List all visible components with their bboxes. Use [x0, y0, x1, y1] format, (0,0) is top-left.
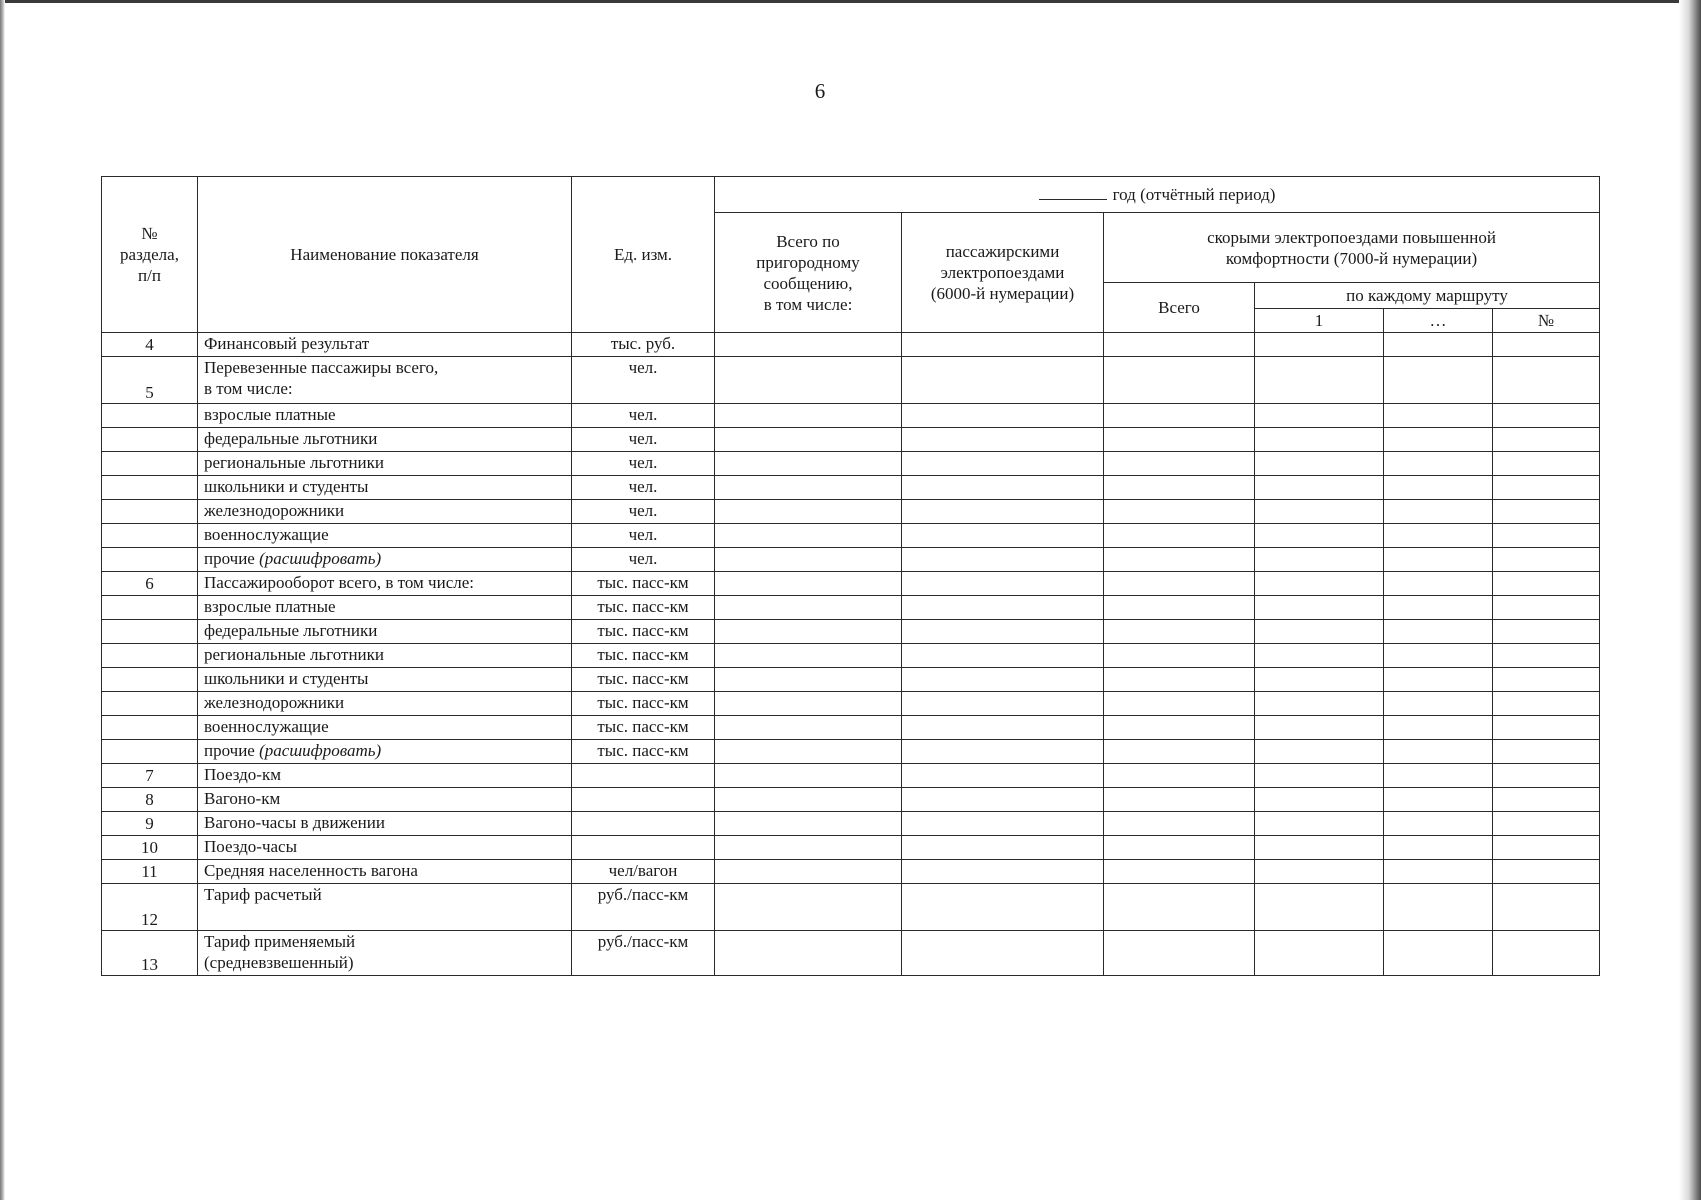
row-indicator-name-line: Тариф расчетый: [204, 885, 322, 904]
table-row: [102, 476, 1600, 500]
cell-passenger[interactable]: [902, 404, 1104, 428]
cell-route-ellipsis[interactable]: [1384, 500, 1493, 524]
scan-edge-top: [0, 0, 1701, 3]
cell-route-last[interactable]: [1493, 357, 1600, 404]
cell-route-last[interactable]: [1493, 596, 1600, 620]
row-indicator-name-line: школьники и студенты: [204, 477, 369, 496]
row-indicator-name-line: региональные льготники: [204, 453, 385, 472]
cell-route-ellipsis[interactable]: [1384, 476, 1493, 500]
cell-total[interactable]: [715, 548, 902, 572]
cell-total[interactable]: [715, 740, 902, 764]
cell-route-last[interactable]: [1493, 452, 1600, 476]
cell-route-ellipsis[interactable]: [1384, 596, 1493, 620]
row-indicator-name-line: школьники и студенты: [204, 669, 369, 688]
cell-total[interactable]: [715, 596, 902, 620]
cell-express-total[interactable]: [1104, 476, 1255, 500]
table-row: [102, 931, 1600, 976]
row-indicator-name-line: военнослужащие: [204, 717, 329, 736]
cell-route-first[interactable]: [1255, 668, 1384, 692]
cell-passenger[interactable]: [902, 357, 1104, 404]
cell-route-last[interactable]: [1493, 548, 1600, 572]
row-section-number: [102, 620, 198, 644]
cell-route-last[interactable]: [1493, 884, 1600, 931]
cell-route-last[interactable]: [1493, 740, 1600, 764]
cell-route-ellipsis[interactable]: [1384, 452, 1493, 476]
cell-total[interactable]: [715, 333, 902, 357]
table-row: [102, 572, 1600, 596]
header-route-last: №: [1493, 309, 1600, 333]
cell-passenger[interactable]: [902, 740, 1104, 764]
table-row: [102, 620, 1600, 644]
row-italic-note: (расшифровать): [259, 741, 382, 760]
row-indicator-name: [198, 836, 572, 860]
cell-express-total[interactable]: [1104, 572, 1255, 596]
row-indicator-name: [198, 524, 572, 548]
cell-route-first[interactable]: [1255, 404, 1384, 428]
cell-route-last[interactable]: [1493, 860, 1600, 884]
row-indicator-name: [198, 548, 572, 572]
row-indicator-name-line: взрослые платные: [204, 597, 336, 616]
cell-express-total[interactable]: [1104, 500, 1255, 524]
row-section-number: 5: [102, 357, 198, 404]
cell-route-first[interactable]: [1255, 860, 1384, 884]
table-row: [102, 404, 1600, 428]
cell-passenger[interactable]: [902, 596, 1104, 620]
row-indicator-name-line: Тариф применяемый: [204, 932, 356, 951]
row-unit: [572, 764, 715, 788]
cell-route-first[interactable]: [1255, 812, 1384, 836]
cell-passenger[interactable]: [902, 812, 1104, 836]
table-body: [102, 333, 1600, 976]
row-unit: чел.: [572, 476, 715, 500]
cell-total[interactable]: [715, 428, 902, 452]
row-indicator-name-line: (средневзвешенный): [204, 953, 354, 972]
row-section-number: [102, 644, 198, 668]
cell-express-total[interactable]: [1104, 452, 1255, 476]
header-route-first: 1: [1255, 309, 1384, 333]
cell-route-first[interactable]: [1255, 692, 1384, 716]
row-indicator-name: [198, 644, 572, 668]
cell-express-total[interactable]: [1104, 620, 1255, 644]
row-unit: тыс. пасс-км: [572, 572, 715, 596]
row-indicator-name-line: Вагоно-км: [204, 789, 281, 808]
cell-express-total[interactable]: [1104, 404, 1255, 428]
row-indicator-name-line: Перевезенные пассажиры всего,: [204, 358, 439, 377]
header-express-total: Всего: [1104, 283, 1255, 333]
cell-express-total[interactable]: [1104, 524, 1255, 548]
cell-total[interactable]: [715, 572, 902, 596]
cell-total[interactable]: [715, 644, 902, 668]
cell-express-total[interactable]: [1104, 596, 1255, 620]
cell-route-first[interactable]: [1255, 500, 1384, 524]
cell-route-ellipsis[interactable]: [1384, 620, 1493, 644]
cell-total[interactable]: [715, 357, 902, 404]
table-row: [102, 333, 1600, 357]
row-indicator-name-line: региональные льготники: [204, 645, 385, 664]
table-row: [102, 740, 1600, 764]
cell-route-last[interactable]: [1493, 404, 1600, 428]
row-indicator-name: [198, 860, 572, 884]
cell-route-first[interactable]: [1255, 452, 1384, 476]
row-section-number: [102, 692, 198, 716]
cell-total[interactable]: [715, 764, 902, 788]
cell-route-first[interactable]: [1255, 333, 1384, 357]
row-section-number: 11: [102, 860, 198, 884]
cell-express-total[interactable]: [1104, 740, 1255, 764]
cell-route-ellipsis[interactable]: [1384, 860, 1493, 884]
header-year-period: год (отчётный период): [715, 177, 1600, 213]
row-section-number: [102, 740, 198, 764]
row-indicator-name-line: Пассажирооборот всего, в том числе:: [204, 573, 474, 592]
cell-route-last[interactable]: [1493, 620, 1600, 644]
cell-route-ellipsis[interactable]: [1384, 668, 1493, 692]
cell-route-first[interactable]: [1255, 476, 1384, 500]
row-section-number: [102, 716, 198, 740]
cell-route-ellipsis[interactable]: [1384, 524, 1493, 548]
row-indicator-name: [198, 357, 572, 404]
cell-passenger[interactable]: [902, 668, 1104, 692]
row-indicator-name: [198, 716, 572, 740]
row-indicator-name: [198, 500, 572, 524]
year-blank-line: [1039, 185, 1107, 200]
cell-total[interactable]: [715, 668, 902, 692]
row-section-number: 6: [102, 572, 198, 596]
header-route-ellipsis: …: [1384, 309, 1493, 333]
cell-total[interactable]: [715, 524, 902, 548]
row-indicator-name-line: Средняя населенность вагона: [204, 861, 418, 880]
table-row: [102, 692, 1600, 716]
cell-route-ellipsis[interactable]: [1384, 404, 1493, 428]
header-indicator-name: Наименование показателя: [198, 177, 572, 333]
cell-passenger[interactable]: [902, 452, 1104, 476]
row-indicator-name: [198, 931, 572, 976]
table-header: [102, 177, 1600, 333]
cell-express-total[interactable]: [1104, 764, 1255, 788]
row-indicator-name: [198, 476, 572, 500]
cell-route-ellipsis[interactable]: [1384, 644, 1493, 668]
row-indicator-name: [198, 620, 572, 644]
cell-express-total[interactable]: [1104, 428, 1255, 452]
cell-express-total[interactable]: [1104, 860, 1255, 884]
cell-passenger[interactable]: [902, 476, 1104, 500]
row-indicator-name: [198, 884, 572, 931]
cell-passenger[interactable]: [902, 333, 1104, 357]
row-indicator-name: [198, 812, 572, 836]
table-row: [102, 548, 1600, 572]
row-indicator-name: [198, 788, 572, 812]
cell-express-total[interactable]: [1104, 716, 1255, 740]
cell-route-first[interactable]: [1255, 357, 1384, 404]
row-section-number: [102, 428, 198, 452]
row-unit: тыс. пасс-км: [572, 644, 715, 668]
row-indicator-name: [198, 764, 572, 788]
cell-route-ellipsis[interactable]: [1384, 812, 1493, 836]
page-number: 6: [814, 79, 826, 103]
row-indicator-name-line: взрослые платные: [204, 405, 336, 424]
cell-total[interactable]: [715, 476, 902, 500]
table-row: [102, 764, 1600, 788]
cell-route-last[interactable]: [1493, 812, 1600, 836]
row-unit: тыс. пасс-км: [572, 692, 715, 716]
row-unit: чел.: [572, 524, 715, 548]
row-indicator-name: [198, 572, 572, 596]
cell-express-total[interactable]: [1104, 884, 1255, 931]
cell-route-first[interactable]: [1255, 428, 1384, 452]
cell-passenger[interactable]: [902, 788, 1104, 812]
cell-total[interactable]: [715, 500, 902, 524]
cell-passenger[interactable]: [902, 764, 1104, 788]
row-indicator-name-line: в том числе:: [204, 379, 293, 398]
table-row: [102, 357, 1600, 404]
cell-passenger[interactable]: [902, 860, 1104, 884]
row-section-number: [102, 548, 198, 572]
cell-route-first[interactable]: [1255, 836, 1384, 860]
row-section-number: 8: [102, 788, 198, 812]
cell-express-total[interactable]: [1104, 931, 1255, 976]
cell-passenger[interactable]: [902, 836, 1104, 860]
row-indicator-name: [198, 333, 572, 357]
row-indicator-name-line: Поездо-км: [204, 765, 281, 784]
table-row: [102, 836, 1600, 860]
header-section-number: № раздела, п/п: [102, 177, 198, 333]
row-indicator-name: [198, 596, 572, 620]
row-indicator-name-line: железнодорожники: [204, 693, 345, 712]
row-unit: тыс. руб.: [572, 333, 715, 357]
cell-total[interactable]: [715, 716, 902, 740]
cell-express-total[interactable]: [1104, 644, 1255, 668]
row-indicator-name: [198, 404, 572, 428]
cell-route-ellipsis[interactable]: [1384, 548, 1493, 572]
row-unit: тыс. пасс-км: [572, 596, 715, 620]
cell-route-last[interactable]: [1493, 476, 1600, 500]
cell-route-last[interactable]: [1493, 644, 1600, 668]
cell-passenger[interactable]: [902, 620, 1104, 644]
cell-passenger[interactable]: [902, 500, 1104, 524]
scan-edge-right: [1679, 0, 1701, 1200]
row-indicator-name: [198, 428, 572, 452]
cell-total[interactable]: [715, 620, 902, 644]
cell-passenger[interactable]: [902, 931, 1104, 976]
row-section-number: 13: [102, 931, 198, 976]
row-unit: руб./пасс-км: [572, 931, 715, 976]
header-per-route: по каждому маршруту: [1255, 283, 1600, 309]
scan-edge-left: [0, 0, 5, 1200]
table-row: [102, 452, 1600, 476]
cell-route-ellipsis[interactable]: [1384, 884, 1493, 931]
cell-route-last[interactable]: [1493, 764, 1600, 788]
table-row: [102, 860, 1600, 884]
row-unit: тыс. пасс-км: [572, 668, 715, 692]
cell-route-last[interactable]: [1493, 716, 1600, 740]
row-indicator-name: [198, 692, 572, 716]
cell-route-ellipsis[interactable]: [1384, 836, 1493, 860]
cell-route-last[interactable]: [1493, 836, 1600, 860]
table-row: [102, 428, 1600, 452]
row-indicator-name: [198, 452, 572, 476]
cell-route-first[interactable]: [1255, 572, 1384, 596]
cell-route-ellipsis[interactable]: [1384, 764, 1493, 788]
cell-total[interactable]: [715, 452, 902, 476]
cell-route-first[interactable]: [1255, 548, 1384, 572]
report-table: [101, 176, 1600, 976]
row-unit: чел/вагон: [572, 860, 715, 884]
row-unit: чел.: [572, 548, 715, 572]
cell-passenger[interactable]: [902, 716, 1104, 740]
cell-route-last[interactable]: [1493, 692, 1600, 716]
row-section-number: 12: [102, 884, 198, 931]
cell-route-ellipsis[interactable]: [1384, 931, 1493, 976]
cell-route-ellipsis[interactable]: [1384, 428, 1493, 452]
cell-route-last[interactable]: [1493, 428, 1600, 452]
cell-route-first[interactable]: [1255, 740, 1384, 764]
row-unit: тыс. пасс-км: [572, 716, 715, 740]
row-unit: тыс. пасс-км: [572, 740, 715, 764]
row-unit: чел.: [572, 404, 715, 428]
cell-route-first[interactable]: [1255, 764, 1384, 788]
cell-passenger[interactable]: [902, 548, 1104, 572]
table-row: [102, 668, 1600, 692]
table-row: [102, 716, 1600, 740]
cell-route-ellipsis[interactable]: [1384, 572, 1493, 596]
row-indicator-name: [198, 740, 572, 764]
row-section-number: [102, 500, 198, 524]
cell-total[interactable]: [715, 836, 902, 860]
cell-route-last[interactable]: [1493, 931, 1600, 976]
row-section-number: [102, 596, 198, 620]
row-unit: руб./пасс-км: [572, 884, 715, 931]
cell-passenger[interactable]: [902, 428, 1104, 452]
row-unit: чел.: [572, 357, 715, 404]
row-section-number: 9: [102, 812, 198, 836]
row-italic-note: (расшифровать): [259, 549, 382, 568]
cell-total[interactable]: [715, 692, 902, 716]
header-unit: Ед. изм.: [572, 177, 715, 333]
cell-total[interactable]: [715, 788, 902, 812]
cell-route-last[interactable]: [1493, 668, 1600, 692]
cell-passenger[interactable]: [902, 644, 1104, 668]
row-unit: [572, 812, 715, 836]
cell-express-total[interactable]: [1104, 788, 1255, 812]
cell-route-ellipsis[interactable]: [1384, 333, 1493, 357]
cell-passenger[interactable]: [902, 884, 1104, 931]
cell-route-ellipsis[interactable]: [1384, 788, 1493, 812]
cell-route-last[interactable]: [1493, 788, 1600, 812]
cell-total[interactable]: [715, 860, 902, 884]
cell-route-first[interactable]: [1255, 788, 1384, 812]
table-row: [102, 788, 1600, 812]
cell-express-total[interactable]: [1104, 668, 1255, 692]
table-row: [102, 500, 1600, 524]
row-indicator-name: [198, 668, 572, 692]
cell-total[interactable]: [715, 812, 902, 836]
cell-route-first[interactable]: [1255, 596, 1384, 620]
row-unit: тыс. пасс-км: [572, 620, 715, 644]
table-row: [102, 524, 1600, 548]
row-indicator-name-line: Поездо-часы: [204, 837, 298, 856]
row-unit: чел.: [572, 452, 715, 476]
row-indicator-name-line: военнослужащие: [204, 525, 329, 544]
row-indicator-name-line: федеральные льготники: [204, 429, 378, 448]
cell-total[interactable]: [715, 404, 902, 428]
row-unit: чел.: [572, 500, 715, 524]
cell-route-first[interactable]: [1255, 931, 1384, 976]
header-total-suburban: Всего по пригородному сообщению, в том числе:: [715, 213, 902, 333]
cell-express-total[interactable]: [1104, 692, 1255, 716]
cell-route-ellipsis[interactable]: [1384, 357, 1493, 404]
cell-route-first[interactable]: [1255, 620, 1384, 644]
row-section-number: 10: [102, 836, 198, 860]
table-row: [102, 644, 1600, 668]
cell-passenger[interactable]: [902, 524, 1104, 548]
row-unit: чел.: [572, 428, 715, 452]
cell-express-total[interactable]: [1104, 812, 1255, 836]
row-indicator-name-line: Финансовый результат: [204, 334, 370, 353]
table-row: [102, 812, 1600, 836]
row-section-number: 7: [102, 764, 198, 788]
table-row: [102, 884, 1600, 931]
cell-route-first[interactable]: [1255, 716, 1384, 740]
row-section-number: [102, 404, 198, 428]
cell-express-total[interactable]: [1104, 333, 1255, 357]
table-row: [102, 596, 1600, 620]
row-section-number: [102, 524, 198, 548]
cell-passenger[interactable]: [902, 692, 1104, 716]
row-section-number: 4: [102, 333, 198, 357]
header-passenger-trains: пассажирскими электропоездами (6000-й нумерации): [902, 213, 1104, 333]
cell-total[interactable]: [715, 884, 902, 931]
row-section-number: [102, 668, 198, 692]
cell-route-ellipsis[interactable]: [1384, 716, 1493, 740]
cell-route-ellipsis[interactable]: [1384, 740, 1493, 764]
cell-passenger[interactable]: [902, 572, 1104, 596]
cell-route-last[interactable]: [1493, 500, 1600, 524]
row-indicator-name-line: Вагоно-часы в движении: [204, 813, 385, 832]
row-section-number: [102, 476, 198, 500]
cell-express-total[interactable]: [1104, 836, 1255, 860]
cell-route-ellipsis[interactable]: [1384, 692, 1493, 716]
cell-route-first[interactable]: [1255, 524, 1384, 548]
cell-express-total[interactable]: [1104, 357, 1255, 404]
row-section-number: [102, 452, 198, 476]
row-indicator-name-line: прочие (расшифровать): [204, 741, 382, 760]
cell-route-last[interactable]: [1493, 572, 1600, 596]
row-unit: [572, 836, 715, 860]
cell-route-last[interactable]: [1493, 333, 1600, 357]
cell-express-total[interactable]: [1104, 548, 1255, 572]
cell-route-first[interactable]: [1255, 644, 1384, 668]
row-indicator-name-line: железнодорожники: [204, 501, 345, 520]
row-indicator-name-line: федеральные льготники: [204, 621, 378, 640]
cell-total[interactable]: [715, 931, 902, 976]
cell-route-first[interactable]: [1255, 884, 1384, 931]
row-indicator-name-line: прочие (расшифровать): [204, 549, 382, 568]
row-unit: [572, 788, 715, 812]
header-express-trains: скорыми электропоездами повышенной комфортности (7000-й нумерации): [1104, 213, 1600, 283]
cell-route-last[interactable]: [1493, 524, 1600, 548]
